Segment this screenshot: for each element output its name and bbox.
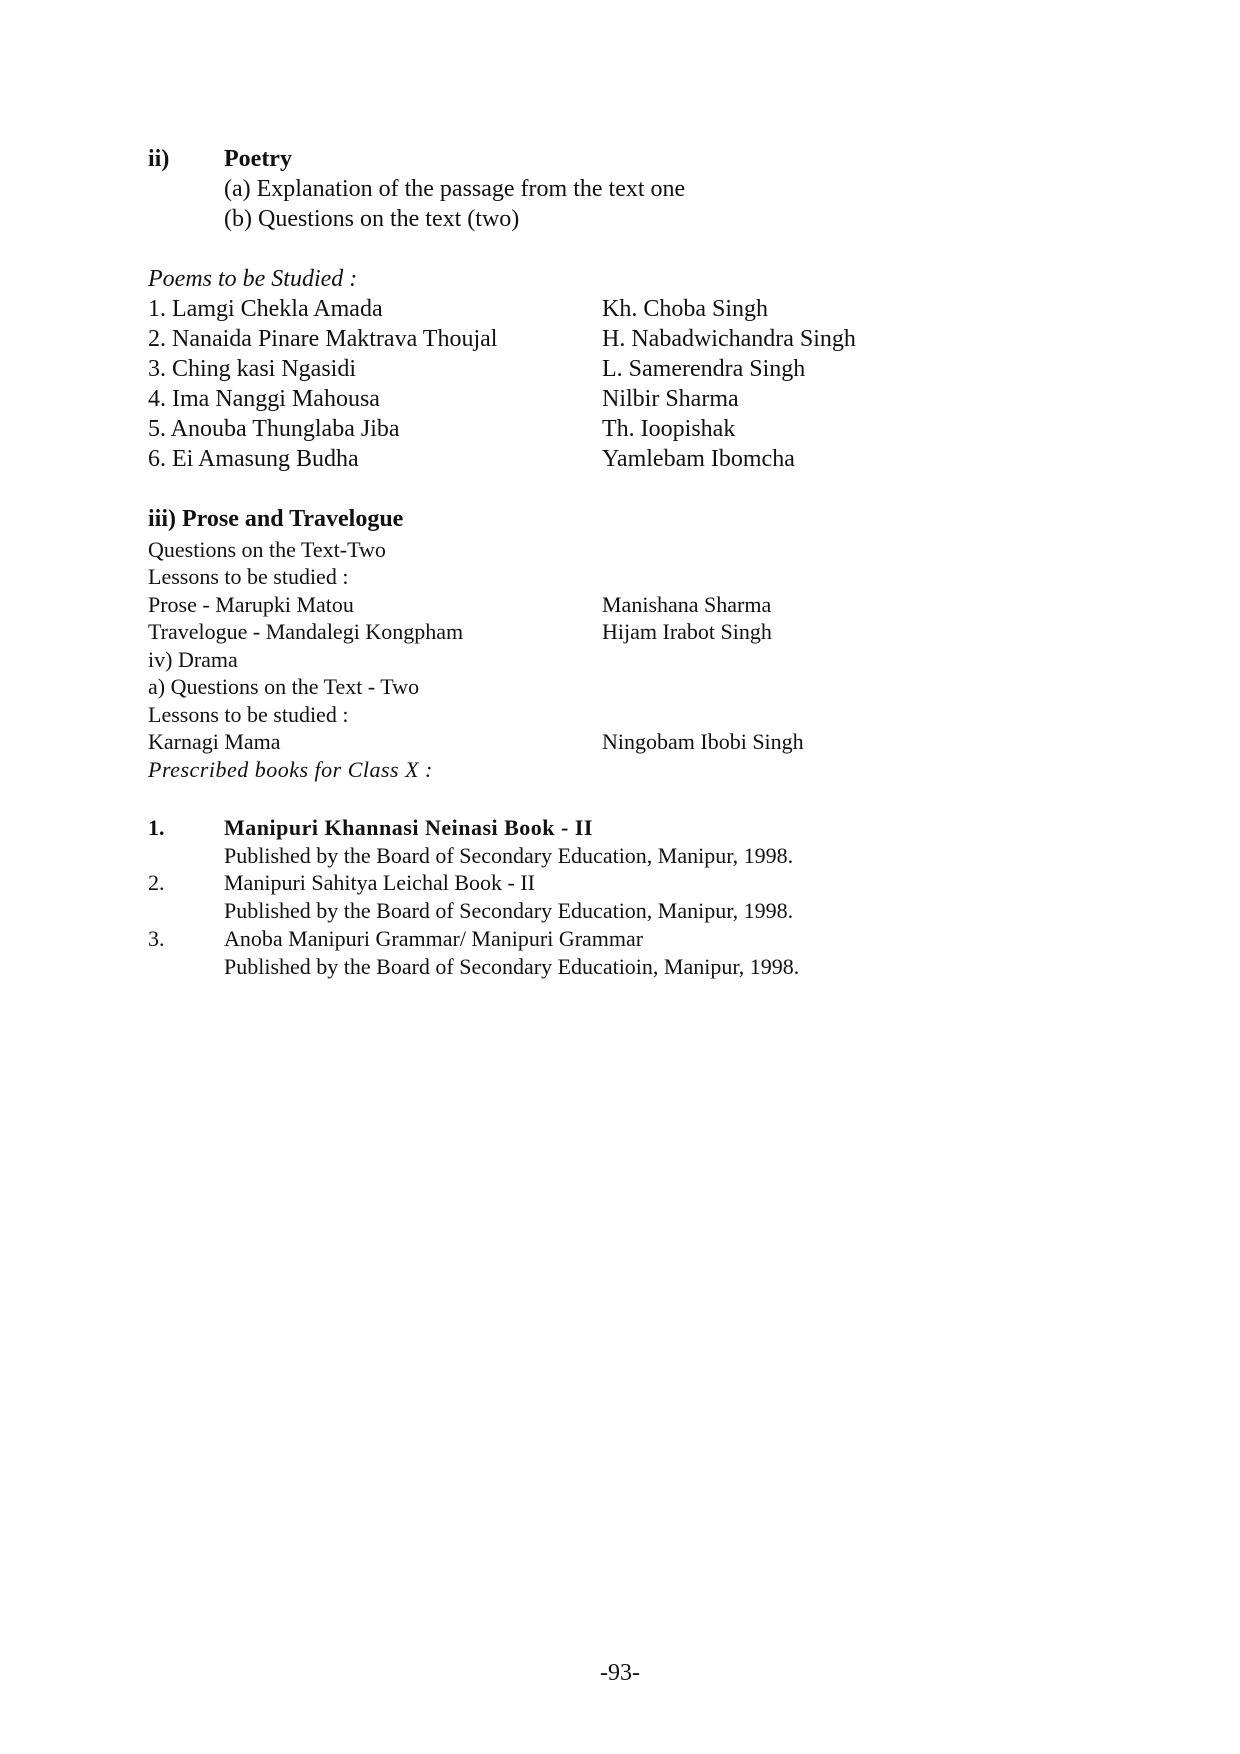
poem-author: Th. Ioopishak <box>602 416 736 442</box>
prose-questions: Questions on the Text-Two <box>148 537 386 562</box>
book-number: 2. <box>148 870 165 895</box>
poem-author: H. Nabadwichandra Singh <box>602 326 856 352</box>
prose-lessons-label: Lessons to be studied : <box>148 564 349 589</box>
poem-author: L. Samerendra Singh <box>602 356 806 382</box>
poem-title: 1. Lamgi Chekla Amada <box>148 296 383 322</box>
lesson-author: Hijam Irabot Singh <box>602 619 772 644</box>
book-title: Manipuri Khannasi Neinasi Book - II <box>224 815 593 840</box>
book-title: Manipuri Sahitya Leichal Book - II <box>224 870 535 895</box>
lesson-title: Prose - Marupki Matou <box>148 592 354 617</box>
poem-title: 4. Ima Nanggi Mahousa <box>148 386 380 412</box>
poem-author: Kh. Choba Singh <box>602 296 769 322</box>
poem-title: 3. Ching kasi Ngasidi <box>148 356 356 382</box>
poetry-item-a: (a) Explanation of the passage from the text one <box>224 176 686 202</box>
drama-lessons-label: Lessons to be studied : <box>148 702 349 727</box>
lesson-author: Ningobam Ibobi Singh <box>602 729 804 754</box>
book-publisher: Published by the Board of Secondary Educatioin, Manipur, 1998. <box>224 954 800 979</box>
poem-author: Yamlebam Ibomcha <box>602 446 795 472</box>
drama-questions: a) Questions on the Text - Two <box>148 674 420 699</box>
lesson-author: Manishana Sharma <box>602 592 772 617</box>
book-publisher: Published by the Board of Secondary Education, Manipur, 1998. <box>224 898 794 923</box>
poem-title: 5. Anouba Thunglaba Jiba <box>148 416 400 442</box>
section-number-poetry: ii) <box>148 146 170 172</box>
book-number: 3. <box>148 926 165 951</box>
poem-title: 2. Nanaida Pinare Maktrava Thoujal <box>148 326 498 352</box>
lesson-title: Karnagi Mama <box>148 729 281 754</box>
book-number: 1. <box>148 815 165 840</box>
book-title: Anoba Manipuri Grammar/ Manipuri Grammar <box>224 926 644 951</box>
section-heading-poetry: Poetry <box>224 146 292 172</box>
poems-label: Poems to be Studied : <box>148 266 358 292</box>
prescribed-label: Prescribed books for Class X : <box>148 757 433 782</box>
poetry-item-b: (b) Questions on the text (two) <box>224 206 520 232</box>
section-heading-drama: iv) Drama <box>148 647 238 672</box>
lesson-title: Travelogue - Mandalegi Kongpham <box>148 619 464 644</box>
book-publisher: Published by the Board of Secondary Education, Manipur, 1998. <box>224 843 794 868</box>
poem-title: 6. Ei Amasung Budha <box>148 446 359 472</box>
poem-author: Nilbir Sharma <box>602 386 739 412</box>
section-heading-prose: iii) Prose and Travelogue <box>148 506 404 532</box>
page-number: -93- <box>600 1660 640 1686</box>
